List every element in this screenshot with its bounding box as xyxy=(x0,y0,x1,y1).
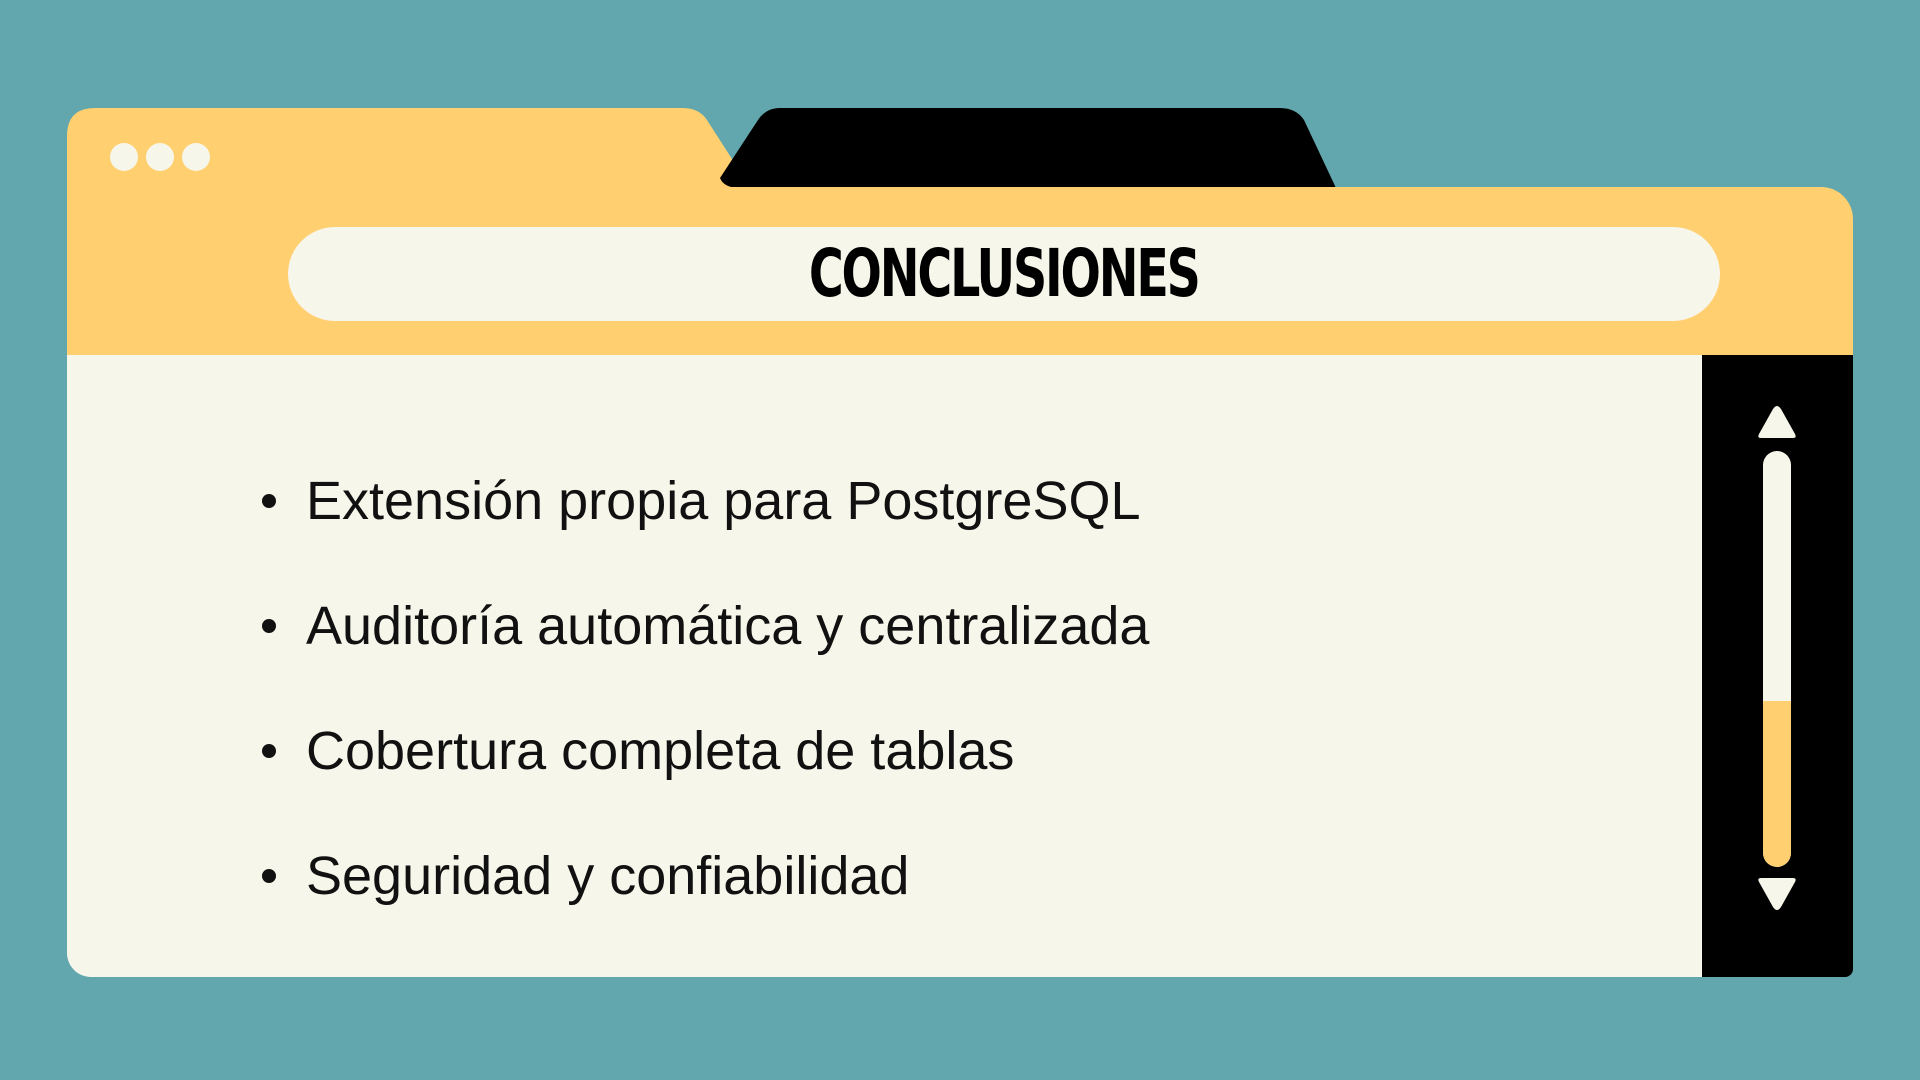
triangle-up-icon[interactable] xyxy=(1757,404,1797,440)
list-item-text: Cobertura completa de tablas xyxy=(306,720,1015,781)
bullet-icon xyxy=(262,619,276,633)
window-dot-icon[interactable] xyxy=(182,143,210,171)
window-dot-icon[interactable] xyxy=(110,143,138,171)
window-controls xyxy=(110,143,210,171)
inactive-tab[interactable] xyxy=(720,108,1336,188)
bullet-icon xyxy=(262,494,276,508)
list-item-text: Seguridad y confiabilidad xyxy=(306,845,910,906)
list-item xyxy=(262,563,1149,688)
bullet-icon xyxy=(262,744,276,758)
page-title: CONCLUSIONES xyxy=(809,235,1199,312)
triangle-down-icon[interactable] xyxy=(1757,876,1797,912)
scrollbar-track[interactable] xyxy=(1763,451,1791,867)
list-item-text: Auditoría automática y centralizada xyxy=(306,595,1150,656)
list-item xyxy=(262,688,1149,813)
scrollbar-thumb[interactable] xyxy=(1763,701,1791,867)
address-bar[interactable] xyxy=(288,227,1720,321)
list-item xyxy=(262,813,1149,938)
list-item xyxy=(262,438,1149,563)
bullet-list xyxy=(262,438,1149,938)
bullet-icon xyxy=(262,869,276,883)
window-dot-icon[interactable] xyxy=(146,143,174,171)
list-item-text: Extensión propia para PostgreSQL xyxy=(306,470,1141,531)
